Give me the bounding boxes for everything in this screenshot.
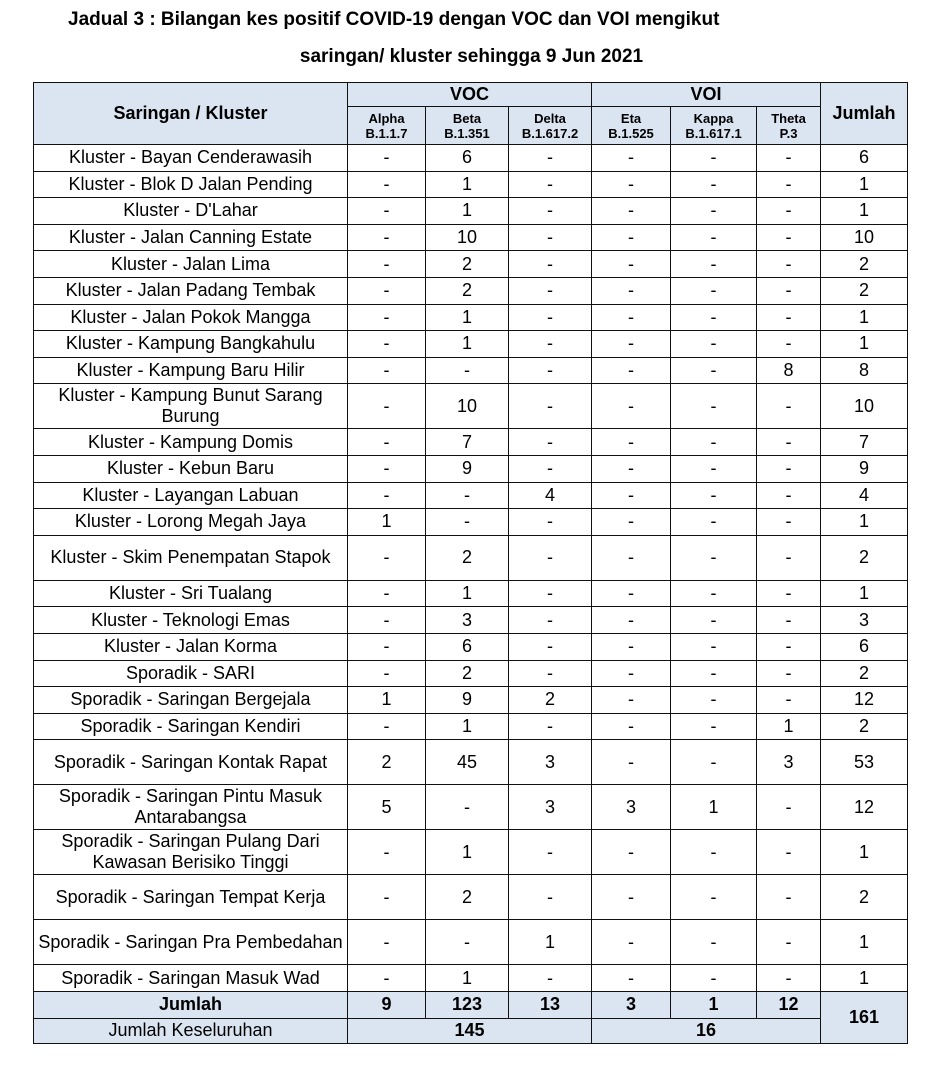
row-value-cell: - <box>757 607 821 634</box>
row-label: Kluster - Bayan Cenderawasih <box>34 145 348 172</box>
row-value-cell: - <box>592 830 671 875</box>
row-value-cell: - <box>592 535 671 580</box>
row-value-cell: - <box>509 384 592 429</box>
row-value-cell: 1 <box>509 920 592 965</box>
table-row <box>34 633 908 660</box>
row-value-cell: 2 <box>426 535 509 580</box>
table-row <box>34 331 908 358</box>
row-value-cell: - <box>509 331 592 358</box>
row-value-cell: - <box>348 633 426 660</box>
row-total-cell: 53 <box>821 740 908 785</box>
variant-lineage: B.1.525 <box>608 125 654 141</box>
row-label: Sporadik - Saringan Pintu Masuk Antarabangsa <box>34 785 348 830</box>
row-value-cell: - <box>426 920 509 965</box>
table-row <box>34 607 908 634</box>
row-value-cell: - <box>671 455 757 482</box>
row-total-cell: 4 <box>821 482 908 509</box>
header-variant-delta <box>509 107 592 145</box>
row-value-cell: - <box>757 535 821 580</box>
row-label: Kluster - Kampung Domis <box>34 429 348 456</box>
row-value-cell: - <box>509 198 592 225</box>
row-label: Kluster - Jalan Korma <box>34 633 348 660</box>
row-total-cell: 2 <box>821 251 908 278</box>
table-row <box>34 687 908 714</box>
table-row <box>34 580 908 607</box>
row-label: Sporadik - SARI <box>34 660 348 687</box>
row-value-cell: - <box>671 740 757 785</box>
row-value-cell: 9 <box>426 687 509 714</box>
row-value-cell: - <box>509 875 592 920</box>
row-value-cell: 3 <box>426 607 509 634</box>
header-voi: VOI <box>592 83 821 107</box>
total-row-label: Jumlah <box>34 991 348 1018</box>
variant-name: Theta <box>771 110 806 126</box>
row-value-cell: - <box>592 198 671 225</box>
row-value-cell: - <box>671 429 757 456</box>
row-value-cell: - <box>592 509 671 536</box>
row-value-cell: - <box>592 384 671 429</box>
row-total-cell: 1 <box>821 580 908 607</box>
row-value-cell: 2 <box>426 875 509 920</box>
row-total-cell: 7 <box>821 429 908 456</box>
row-value-cell: - <box>757 920 821 965</box>
table-row <box>34 875 908 920</box>
variant-name: Alpha <box>368 110 405 126</box>
row-value-cell: 3 <box>509 740 592 785</box>
row-value-cell: 2 <box>348 740 426 785</box>
row-value-cell: - <box>509 509 592 536</box>
row-value-cell: - <box>757 429 821 456</box>
row-value-cell: - <box>509 171 592 198</box>
row-value-cell: - <box>348 875 426 920</box>
row-total-cell: 2 <box>821 713 908 740</box>
variant-lineage: P.3 <box>779 125 798 141</box>
row-value-cell: - <box>671 633 757 660</box>
row-value-cell: - <box>671 145 757 172</box>
row-label: Kluster - Jalan Padang Tembak <box>34 277 348 304</box>
row-label: Kluster - Blok D Jalan Pending <box>34 171 348 198</box>
table-row <box>34 660 908 687</box>
table-row <box>34 198 908 225</box>
row-value-cell: - <box>509 224 592 251</box>
row-value-cell: - <box>757 251 821 278</box>
row-value-cell: - <box>671 251 757 278</box>
row-value-cell: 2 <box>426 660 509 687</box>
variant-name: Beta <box>452 110 482 126</box>
row-total-cell: 1 <box>821 509 908 536</box>
row-value-cell: - <box>509 251 592 278</box>
row-value-cell: - <box>426 357 509 384</box>
row-value-cell: - <box>592 875 671 920</box>
row-value-cell: - <box>592 687 671 714</box>
row-value-cell: - <box>671 224 757 251</box>
table-row <box>34 830 908 875</box>
row-label: Kluster - Skim Penempatan Stapok <box>34 535 348 580</box>
row-total-cell: 1 <box>821 304 908 331</box>
row-total-cell: 2 <box>821 875 908 920</box>
row-value-cell: - <box>426 785 509 830</box>
row-total-cell: 1 <box>821 920 908 965</box>
row-value-cell: 6 <box>426 145 509 172</box>
row-value-cell: 2 <box>426 251 509 278</box>
covid-variant-table <box>33 82 908 1044</box>
row-value-cell: - <box>592 357 671 384</box>
row-label: Kluster - Layangan Labuan <box>34 482 348 509</box>
row-value-cell: - <box>509 713 592 740</box>
row-total-cell: 2 <box>821 660 908 687</box>
row-value-cell: - <box>671 198 757 225</box>
row-label: Kluster - Jalan Canning Estate <box>34 224 348 251</box>
row-value-cell: - <box>671 580 757 607</box>
row-label: Sporadik - Saringan Kontak Rapat <box>34 740 348 785</box>
table-body <box>34 145 908 992</box>
row-value-cell: - <box>592 251 671 278</box>
row-value-cell: - <box>671 965 757 992</box>
row-value-cell: - <box>348 429 426 456</box>
row-value-cell: - <box>757 580 821 607</box>
table-row <box>34 740 908 785</box>
row-value-cell: - <box>592 607 671 634</box>
overall-row-label: Jumlah Keseluruhan <box>34 1018 348 1043</box>
row-value-cell: - <box>592 965 671 992</box>
table-title-line-1: Jadual 3 : Bilangan kes positif COVID-19 dengan VOC dan VOI mengikut <box>68 9 720 30</box>
table-row <box>34 965 908 992</box>
row-value-cell: - <box>757 331 821 358</box>
row-value-cell: 1 <box>426 713 509 740</box>
row-value-cell: - <box>348 660 426 687</box>
row-value-cell: - <box>348 198 426 225</box>
header-variant-theta <box>757 107 821 145</box>
row-label: Sporadik - Saringan Pra Pembedahan <box>34 920 348 965</box>
row-total-cell: 6 <box>821 633 908 660</box>
row-value-cell: - <box>671 920 757 965</box>
total-value-cell: 3 <box>592 991 671 1018</box>
row-value-cell: - <box>592 304 671 331</box>
row-value-cell: - <box>509 145 592 172</box>
row-value-cell: 1 <box>426 965 509 992</box>
table-row <box>34 785 908 830</box>
header-variant-beta <box>426 107 509 145</box>
row-label: Sporadik - Saringan Kendiri <box>34 713 348 740</box>
row-value-cell: 3 <box>757 740 821 785</box>
grand-total-cell: 161 <box>821 991 908 1043</box>
row-total-cell: 12 <box>821 687 908 714</box>
row-value-cell: - <box>348 482 426 509</box>
header-variant-alpha <box>348 107 426 145</box>
row-value-cell: - <box>592 713 671 740</box>
row-value-cell: - <box>757 277 821 304</box>
row-value-cell: - <box>757 384 821 429</box>
row-value-cell: 7 <box>426 429 509 456</box>
header-jumlah: Jumlah <box>821 83 908 145</box>
row-value-cell: 1 <box>757 713 821 740</box>
row-value-cell: - <box>592 660 671 687</box>
row-value-cell: - <box>509 660 592 687</box>
row-value-cell: - <box>348 171 426 198</box>
header-variant-eta <box>592 107 671 145</box>
table-row <box>34 509 908 536</box>
table-row <box>34 277 908 304</box>
row-value-cell: - <box>592 277 671 304</box>
row-label: Kluster - Kampung Bangkahulu <box>34 331 348 358</box>
row-value-cell: - <box>348 277 426 304</box>
row-value-cell: - <box>671 331 757 358</box>
row-value-cell: - <box>348 384 426 429</box>
row-value-cell: - <box>509 830 592 875</box>
row-value-cell: - <box>592 633 671 660</box>
row-label: Kluster - D'Lahar <box>34 198 348 225</box>
row-value-cell: - <box>348 145 426 172</box>
row-value-cell: - <box>348 455 426 482</box>
row-value-cell: - <box>426 509 509 536</box>
table-row <box>34 429 908 456</box>
overall-voi-total: 16 <box>592 1018 821 1043</box>
variant-name: Delta <box>534 110 566 126</box>
row-value-cell: 2 <box>426 277 509 304</box>
table-row <box>34 384 908 429</box>
row-label: Kluster - Teknologi Emas <box>34 607 348 634</box>
row-value-cell: - <box>671 687 757 714</box>
overall-row <box>34 1018 908 1043</box>
row-label: Kluster - Jalan Lima <box>34 251 348 278</box>
row-value-cell: - <box>348 535 426 580</box>
row-value-cell: - <box>509 965 592 992</box>
row-value-cell: - <box>592 580 671 607</box>
row-label: Sporadik - Saringan Bergejala <box>34 687 348 714</box>
variant-name: Eta <box>620 110 642 126</box>
row-value-cell: - <box>348 965 426 992</box>
row-value-cell: - <box>757 830 821 875</box>
row-value-cell: - <box>592 145 671 172</box>
row-value-cell: 1 <box>426 198 509 225</box>
row-value-cell: - <box>592 171 671 198</box>
row-total-cell: 2 <box>821 535 908 580</box>
row-value-cell: 1 <box>348 687 426 714</box>
row-value-cell: - <box>348 580 426 607</box>
row-label: Kluster - Sri Tualang <box>34 580 348 607</box>
row-value-cell: - <box>671 482 757 509</box>
row-label: Sporadik - Saringan Masuk Wad <box>34 965 348 992</box>
header-variant-kappa <box>671 107 757 145</box>
row-value-cell: 1 <box>426 331 509 358</box>
variant-lineage: B.1.1.7 <box>365 125 408 141</box>
row-value-cell: - <box>757 171 821 198</box>
row-value-cell: - <box>671 171 757 198</box>
row-total-cell: 1 <box>821 171 908 198</box>
header-saringan-kluster: Saringan / Kluster <box>34 83 348 145</box>
row-value-cell: 4 <box>509 482 592 509</box>
row-value-cell: - <box>671 357 757 384</box>
row-label: Sporadik - Saringan Pulang Dari Kawasan Berisiko Tinggi <box>34 830 348 875</box>
row-value-cell: - <box>509 357 592 384</box>
total-row <box>34 991 908 1018</box>
row-value-cell: - <box>757 224 821 251</box>
row-total-cell: 10 <box>821 224 908 251</box>
row-value-cell: - <box>509 455 592 482</box>
row-value-cell: 1 <box>348 509 426 536</box>
row-total-cell: 10 <box>821 384 908 429</box>
row-value-cell: 9 <box>426 455 509 482</box>
row-value-cell: - <box>592 455 671 482</box>
row-value-cell: 10 <box>426 384 509 429</box>
total-value-cell: 12 <box>757 991 821 1018</box>
row-total-cell: 1 <box>821 198 908 225</box>
row-value-cell: - <box>592 224 671 251</box>
row-value-cell: 10 <box>426 224 509 251</box>
table-row <box>34 713 908 740</box>
row-total-cell: 1 <box>821 331 908 358</box>
variant-name: Kappa <box>693 110 734 126</box>
row-value-cell: 5 <box>348 785 426 830</box>
row-value-cell: - <box>757 785 821 830</box>
total-value-cell: 13 <box>509 991 592 1018</box>
row-total-cell: 6 <box>821 145 908 172</box>
total-value-cell: 123 <box>426 991 509 1018</box>
row-value-cell: - <box>509 607 592 634</box>
row-value-cell: - <box>348 331 426 358</box>
row-value-cell: - <box>509 304 592 331</box>
row-value-cell: 1 <box>671 785 757 830</box>
row-value-cell: - <box>348 607 426 634</box>
row-label: Kluster - Kampung Baru Hilir <box>34 357 348 384</box>
row-value-cell: - <box>671 509 757 536</box>
row-value-cell: - <box>509 277 592 304</box>
row-value-cell: - <box>592 331 671 358</box>
row-value-cell: - <box>509 580 592 607</box>
total-value-cell: 9 <box>348 991 426 1018</box>
row-value-cell: 3 <box>592 785 671 830</box>
table-row <box>34 145 908 172</box>
row-value-cell: - <box>671 277 757 304</box>
table-row <box>34 455 908 482</box>
row-value-cell: - <box>757 875 821 920</box>
row-value-cell: - <box>592 740 671 785</box>
row-total-cell: 3 <box>821 607 908 634</box>
row-value-cell: - <box>671 875 757 920</box>
row-value-cell: - <box>348 830 426 875</box>
row-value-cell: 3 <box>509 785 592 830</box>
row-value-cell: - <box>509 429 592 456</box>
row-value-cell: - <box>348 224 426 251</box>
row-value-cell: - <box>348 713 426 740</box>
table-row <box>34 304 908 331</box>
table-row <box>34 357 908 384</box>
row-total-cell: 8 <box>821 357 908 384</box>
row-value-cell: - <box>757 455 821 482</box>
row-value-cell: - <box>348 357 426 384</box>
variant-lineage: B.1.617.2 <box>521 125 579 141</box>
row-value-cell: - <box>757 687 821 714</box>
row-value-cell: - <box>757 145 821 172</box>
row-value-cell: - <box>509 633 592 660</box>
row-total-cell: 2 <box>821 277 908 304</box>
row-value-cell: 1 <box>426 171 509 198</box>
variant-lineage: B.1.351 <box>444 125 490 141</box>
row-value-cell: 8 <box>757 357 821 384</box>
row-value-cell: - <box>757 482 821 509</box>
variant-lineage: B.1.617.1 <box>685 125 742 141</box>
row-label: Kluster - Jalan Pokok Mangga <box>34 304 348 331</box>
row-value-cell: 45 <box>426 740 509 785</box>
row-value-cell: 1 <box>426 304 509 331</box>
table-row <box>34 535 908 580</box>
row-value-cell: - <box>671 304 757 331</box>
table-row <box>34 920 908 965</box>
row-value-cell: - <box>671 660 757 687</box>
overall-voc-total: 145 <box>348 1018 592 1043</box>
row-value-cell: 6 <box>426 633 509 660</box>
table-row <box>34 171 908 198</box>
table-row <box>34 224 908 251</box>
row-value-cell: - <box>509 535 592 580</box>
header-voc: VOC <box>348 83 592 107</box>
row-value-cell: - <box>348 304 426 331</box>
row-value-cell: - <box>348 251 426 278</box>
row-label: Sporadik - Saringan Tempat Kerja <box>34 875 348 920</box>
row-value-cell: - <box>671 713 757 740</box>
table-row <box>34 482 908 509</box>
table-title-line-2: saringan/ kluster sehingga 9 Jun 2021 <box>299 46 644 67</box>
row-value-cell: - <box>348 920 426 965</box>
table-row <box>34 251 908 278</box>
row-value-cell: 2 <box>509 687 592 714</box>
total-value-cell: 1 <box>671 991 757 1018</box>
row-value-cell: - <box>426 482 509 509</box>
row-value-cell: - <box>757 660 821 687</box>
row-value-cell: - <box>757 965 821 992</box>
row-value-cell: 1 <box>426 580 509 607</box>
row-value-cell: - <box>671 535 757 580</box>
row-value-cell: - <box>592 429 671 456</box>
row-value-cell: - <box>671 384 757 429</box>
row-value-cell: 1 <box>426 830 509 875</box>
row-value-cell: - <box>671 830 757 875</box>
row-value-cell: - <box>757 198 821 225</box>
row-total-cell: 1 <box>821 830 908 875</box>
row-value-cell: - <box>757 633 821 660</box>
row-value-cell: - <box>592 482 671 509</box>
row-label: Kluster - Lorong Megah Jaya <box>34 509 348 536</box>
row-total-cell: 9 <box>821 455 908 482</box>
row-value-cell: - <box>757 304 821 331</box>
row-label: Kluster - Kebun Baru <box>34 455 348 482</box>
row-value-cell: - <box>757 509 821 536</box>
row-label: Kluster - Kampung Bunut Sarang Burung <box>34 384 348 429</box>
row-total-cell: 1 <box>821 965 908 992</box>
row-total-cell: 12 <box>821 785 908 830</box>
row-value-cell: - <box>671 607 757 634</box>
row-value-cell: - <box>592 920 671 965</box>
